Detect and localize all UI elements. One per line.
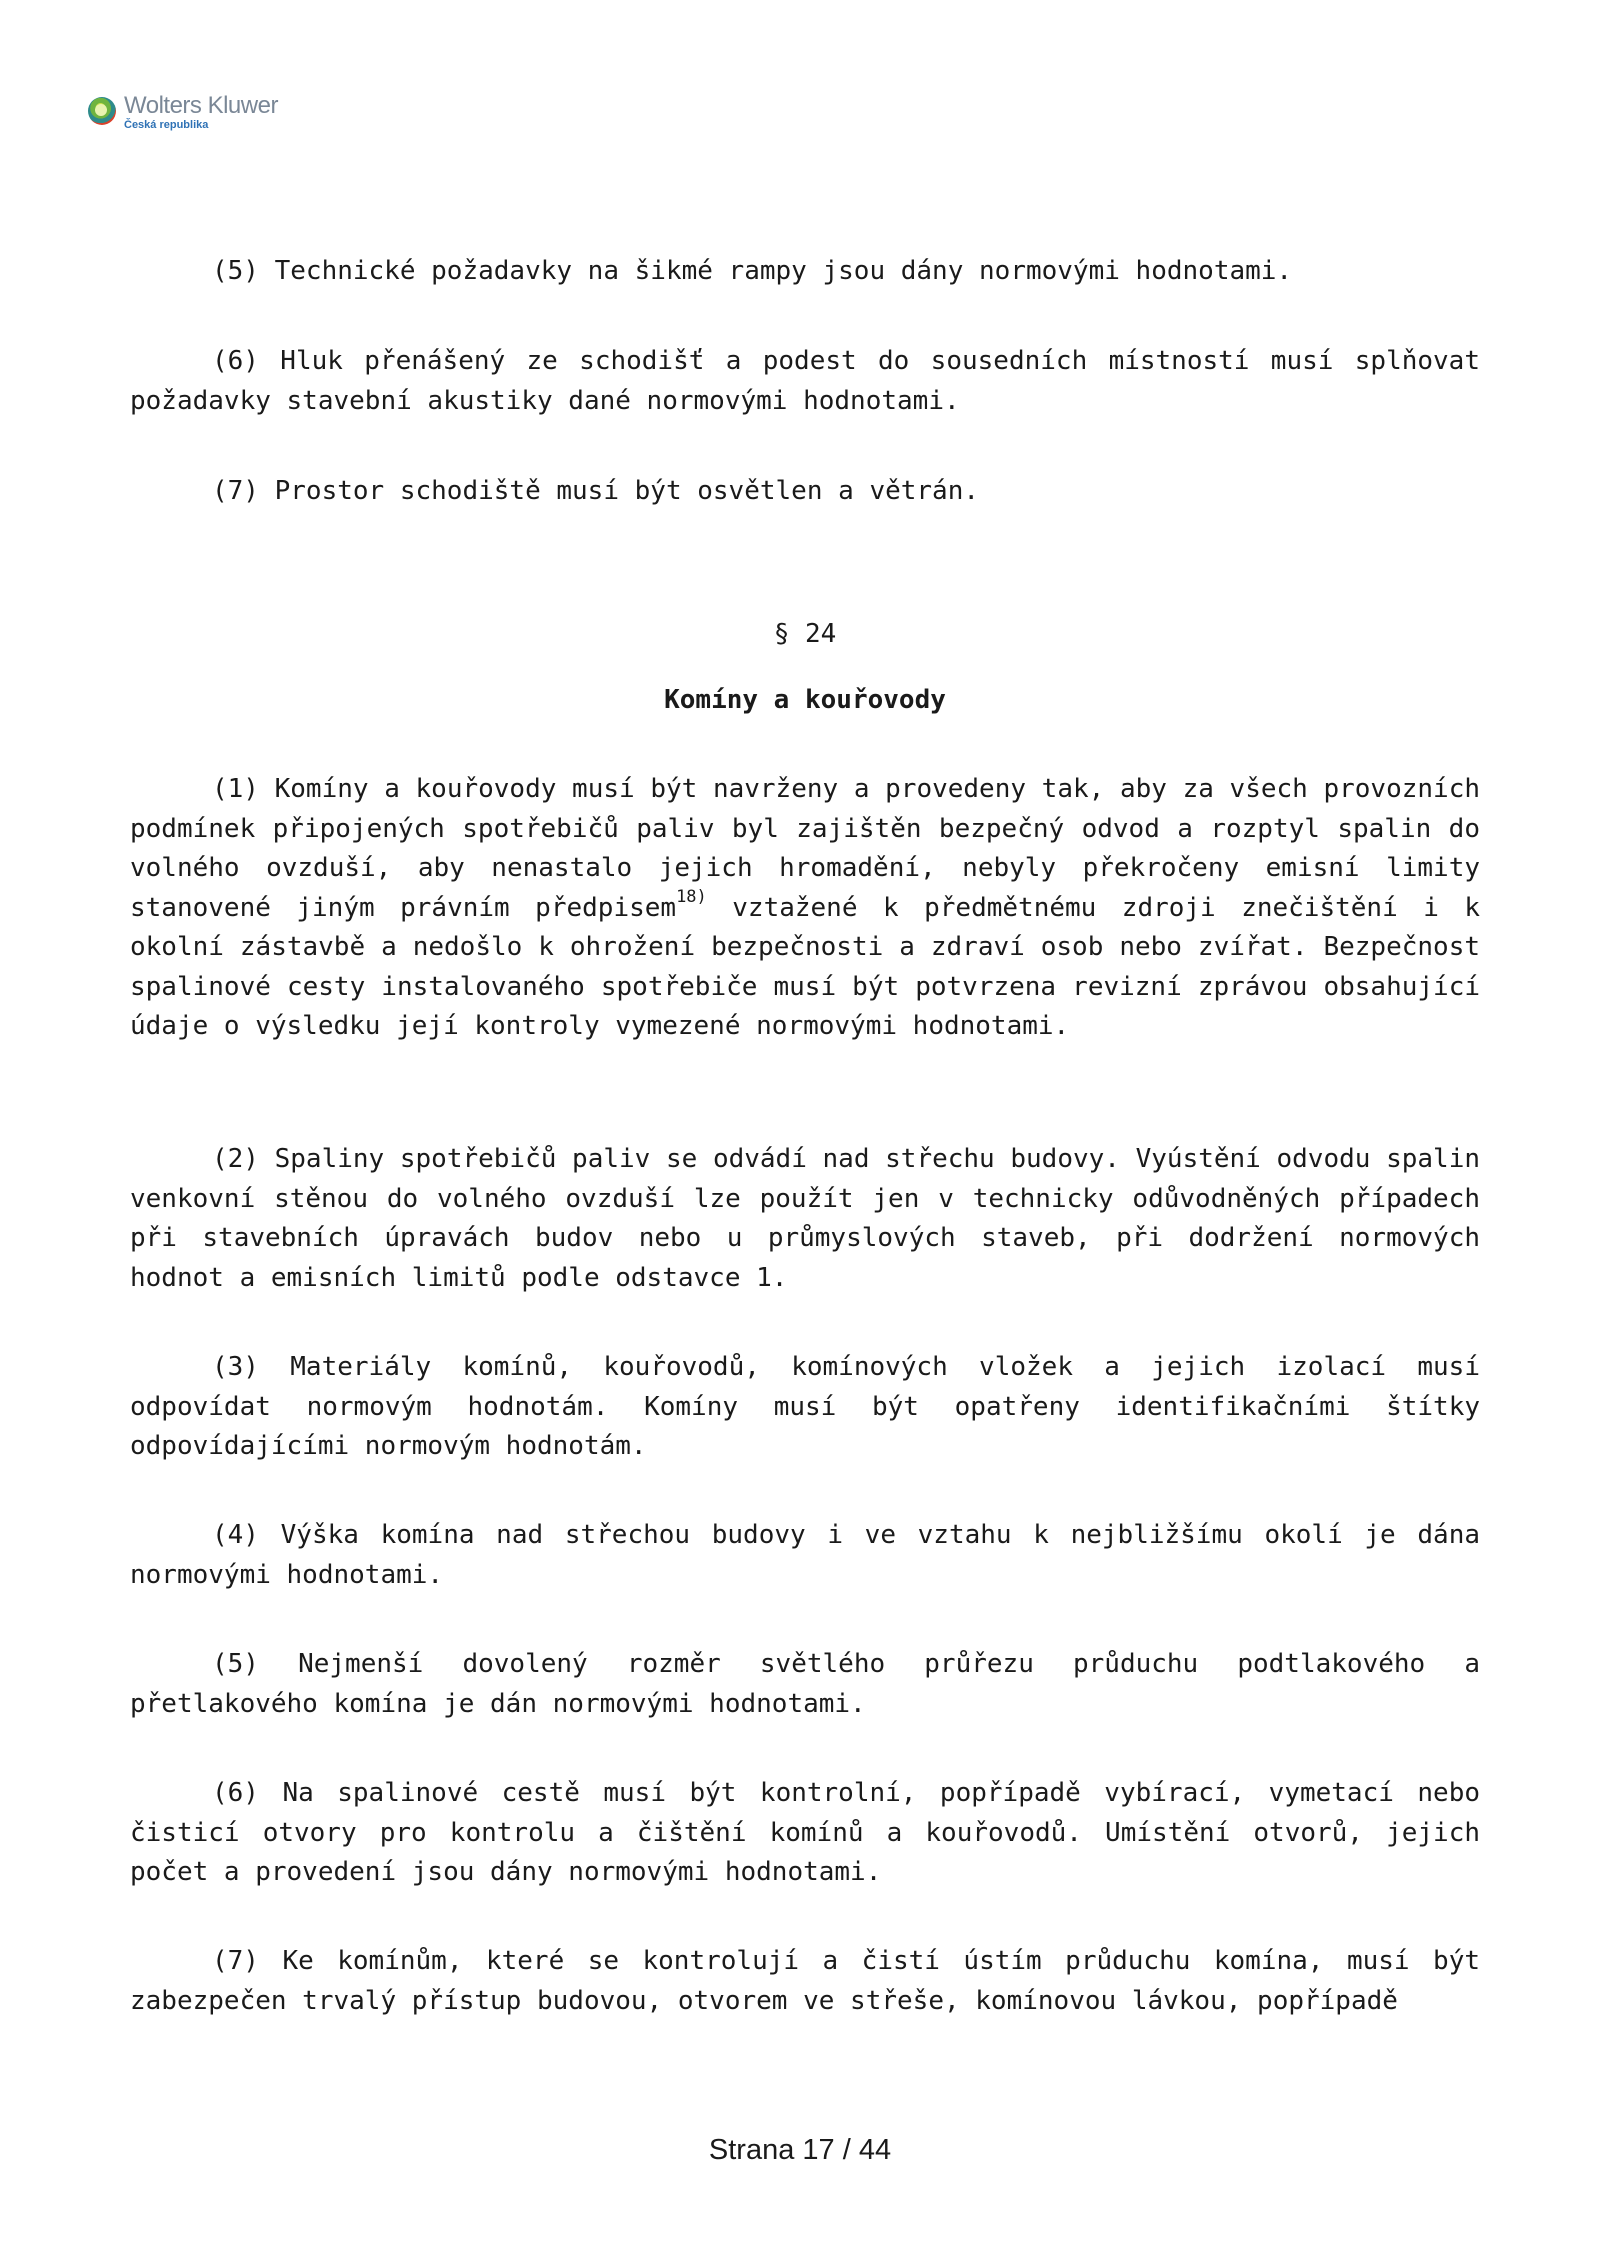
paragraph-text: (2) Spaliny spotřebičů paliv se odvádí nad střechu budovy. Vyústění odvodu spalin venkovní stěnou do volného ovzduší lze použít jen v technicky odůvodněných případech při stavebních úpravách budov nebo u průmyslových staveb, při dodržení normových hodnot a emisních limitů podle odstavce 1. bbox=[130, 1144, 1480, 1293]
page-number: Strana 17 / 44 bbox=[708, 2134, 892, 2166]
paragraph-text-part: (1) Komíny a kouřovody musí být navrženy a provedeny tak, aby za všech provozních podmínek připojených spotřebičů paliv byl zajištěn bezpečný odvod a rozptyl spalin do volného ovzduší, aby nenastalo jejich hromadění, nebyly překročeny emisní limity stanovené jiným právním předpisem bbox=[130, 774, 1480, 923]
paragraph-text: (7) Prostor schodiště musí být osvětlen a větrán. bbox=[212, 476, 980, 506]
paragraph-text: (4) Výška komína nad střechou budovy i ve vztahu k nejbližšímu okolí je dána normovými hodnotami. bbox=[130, 1520, 1480, 1590]
paragraph bbox=[130, 1774, 1480, 1893]
paragraph-text: (7) Ke komínům, které se kontrolují a čistí ústím průduchu komína, musí být zabezpečen trvalý přístup budovou, otvorem ve střeše, komínovou lávkou, popřípadě bbox=[130, 1946, 1480, 2016]
globe-logo-icon bbox=[86, 95, 118, 127]
paragraph-text: (5) Technické požadavky na šikmé rampy jsou dány normovými hodnotami. bbox=[212, 256, 1293, 286]
paragraph bbox=[130, 1348, 1480, 1467]
paragraph bbox=[130, 1516, 1480, 1595]
paragraph bbox=[130, 1942, 1480, 2021]
paragraph bbox=[130, 1140, 1480, 1298]
paragraph-text: (6) Na spalinové cestě musí být kontrolní, popřípadě vybírací, vymetací nebo čisticí otvory pro kontrolu a čištění komínů a kouřovodů. Umístění otvorů, jejich počet a provedení jsou dány normovými hodnotami. bbox=[130, 1778, 1480, 1887]
paragraph-text bbox=[130, 770, 1480, 1047]
publisher-logo bbox=[86, 93, 278, 132]
paragraph bbox=[130, 342, 1480, 421]
section-number: § 24 bbox=[773, 619, 837, 649]
logo-name: Wolters Kluwer bbox=[124, 92, 278, 119]
paragraph-text: (6) Hluk přenášený ze schodišť a podest do sousedních místností musí splňovat požadavky stavební akustiky dané normovými hodnotami. bbox=[130, 346, 1480, 416]
paragraph bbox=[130, 472, 1480, 512]
logo-subtitle: Česká republika bbox=[124, 119, 209, 131]
section-title: Komíny a kouřovody bbox=[664, 685, 946, 715]
paragraph-text-part: vztažené k předmětnému zdroji znečištění i k okolní zástavbě a nedošlo k ohrožení bezpečnosti a zdraví osob nebo zvířat. Bezpečnost spalinové cesty instalovaného spotřebiče musí být potvrzena revizní zprávou obsahující údaje o výsledku její kontroly vymezené normovými hodnotami. bbox=[130, 892, 1480, 1041]
paragraph-text: (5) Nejmenší dovolený rozměr světlého průřezu průduchu podtlakového a přetlakového komína je dán normovými hodnotami. bbox=[130, 1649, 1480, 1719]
paragraph bbox=[130, 770, 1480, 1047]
paragraph-text: (3) Materiály komínů, kouřovodů, komínových vložek a jejich izolací musí odpovídat normovým hodnotám. Komíny musí být opatřeny identifikačními štítky odpovídajícími normovým hodnotám. bbox=[130, 1352, 1480, 1461]
paragraph bbox=[130, 1645, 1480, 1724]
footnote-reference: 18) bbox=[676, 886, 707, 907]
paragraph bbox=[130, 252, 1480, 292]
